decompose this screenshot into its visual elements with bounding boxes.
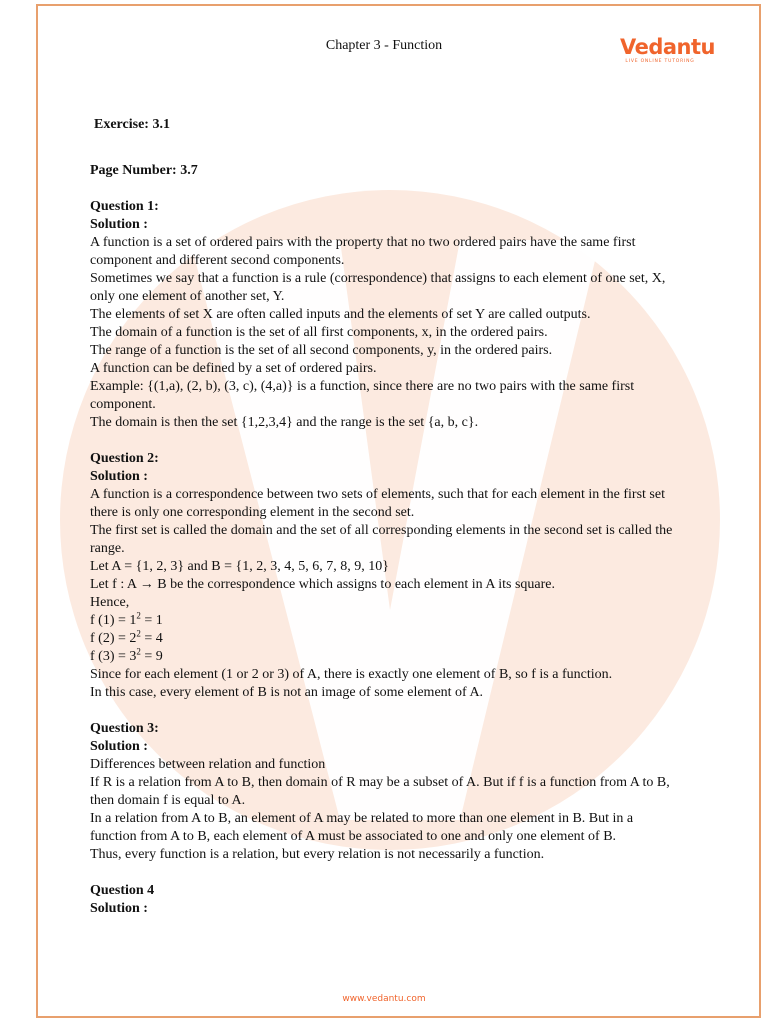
q2-equation-2: [90, 630, 680, 648]
question-1-title: Question 1:: [90, 199, 159, 214]
q3-line: If R is a relation from A to B, then domain of R may be a subset of A. But if f is a function from A to B, then domain f is equal to A.: [90, 775, 670, 808]
chapter-title: Chapter 3 - Function: [325, 38, 443, 53]
eq-lhs: f (1) = 1: [90, 613, 137, 628]
q3-line: In a relation from A to B, an element of A may be related to more than one element in B. But in a function from A to B, each element of A must be associated to one and only one element of B.: [90, 811, 634, 844]
q1-line: Sometimes we say that a function is a rule (correspondence) that assigns to each element of one set, X, only one element of another set, Y.: [90, 271, 666, 304]
eq-rhs: = 1: [140, 613, 163, 628]
eq-rhs: = 9: [140, 649, 163, 664]
question-4-solution-label: Solution :: [90, 901, 148, 916]
question-2-title: Question 2:: [90, 451, 159, 466]
q1-line: The range of a function is the set of all second components, y, in the ordered pairs.: [90, 343, 553, 358]
q2-equation-3: [90, 648, 680, 666]
q1-line: A function is a set of ordered pairs with the property that no two ordered pairs have the same first component and different second components.: [90, 235, 636, 268]
exercise-heading: Exercise: 3.1: [94, 117, 170, 132]
q1-line: The domain is then the set {1,2,3,4} and the range is the set {a, b, c}.: [90, 415, 479, 430]
question-3-title: Question 3:: [90, 721, 159, 736]
page-number: Page Number: 3.7: [90, 163, 198, 178]
q1-line: The domain of a function is the set of all first components, x, in the ordered pairs.: [90, 325, 548, 340]
q2-line: Let A = {1, 2, 3} and B = {1, 2, 3, 4, 5, 6, 7, 8, 9, 10}: [90, 559, 389, 574]
eq-lhs: f (3) = 3: [90, 649, 137, 664]
footer-url-link[interactable]: www.vedantu.com: [342, 994, 426, 1004]
question-1-solution-label: Solution :: [90, 217, 148, 232]
eq-exponent: 2: [136, 646, 141, 657]
eq-exponent: 2: [136, 628, 141, 639]
q2-equation-1: [90, 612, 680, 630]
q1-line: A function can be defined by a set of ordered pairs.: [90, 361, 377, 376]
document-body: [90, 116, 680, 918]
eq-rhs: = 4: [140, 631, 163, 646]
q2-line: The first set is called the domain and the set of all corresponding elements in the second set is called the range.: [90, 523, 673, 556]
vedantu-logo: [620, 35, 715, 64]
q2-line: In this case, every element of B is not an image of some element of A.: [90, 685, 484, 700]
q1-line: Example: {(1,a), (2, b), (3, c), (4,a)} is a function, since there are no two pairs with the same first component.: [90, 379, 635, 412]
q1-line: The elements of set X are often called inputs and the elements of set Y are called outputs.: [90, 307, 591, 322]
q2-line: A function is a correspondence between two sets of elements, such that for each element in the first set there is only one corresponding element in the second set.: [90, 487, 665, 520]
question-2-solution-label: Solution :: [90, 469, 148, 484]
question-4-title: Question 4: [90, 883, 155, 898]
q2-line: Hence,: [90, 595, 130, 610]
q2-line: Since for each element (1 or 2 or 3) of A, there is exactly one element of B, so f is a function.: [90, 667, 613, 682]
logo-wordmark: Vedantu: [620, 35, 715, 59]
logo-tagline: LIVE ONLINE TUTORING: [625, 59, 695, 64]
eq-lhs: f (2) = 2: [90, 631, 137, 646]
question-3-solution-label: Solution :: [90, 739, 148, 754]
eq-exponent: 2: [136, 610, 141, 621]
q3-line: Differences between relation and function: [90, 757, 326, 772]
q3-line: Thus, every function is a relation, but every relation is not necessarily a function.: [90, 847, 545, 862]
q2-line: Let f : A → B be the correspondence which assigns to each element in A its square.: [90, 577, 555, 592]
